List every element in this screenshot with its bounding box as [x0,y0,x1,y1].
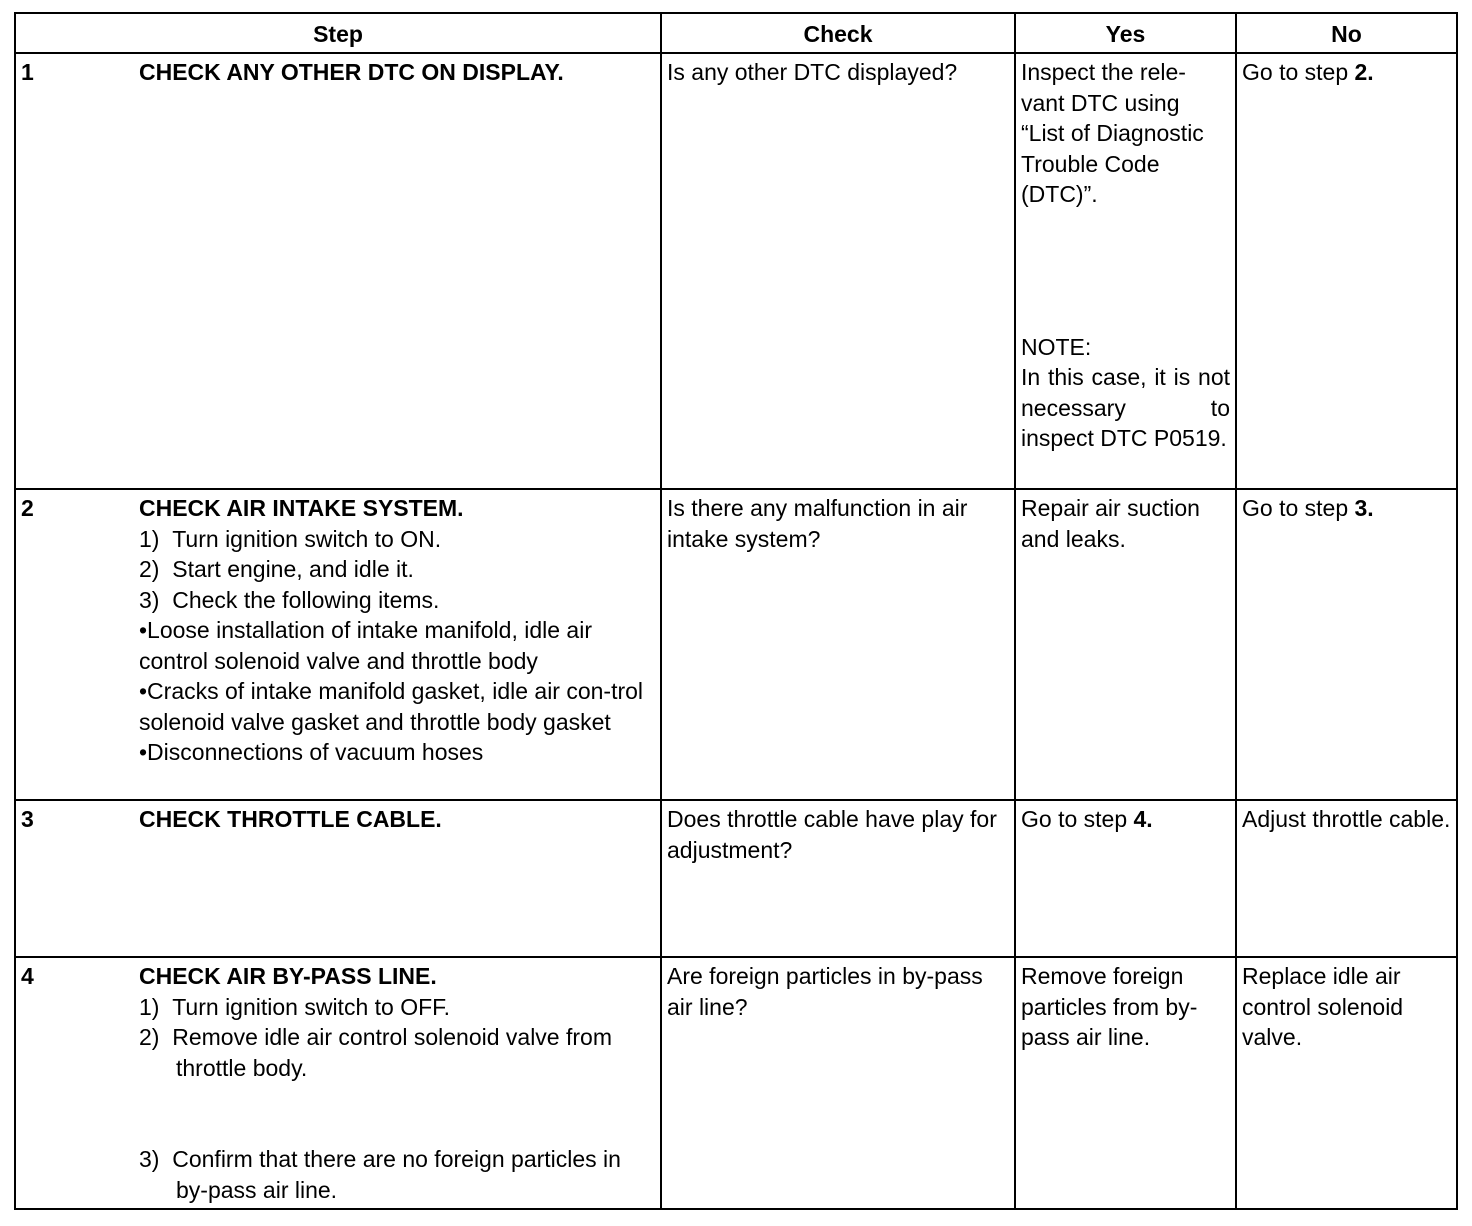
header-no: No [1236,13,1457,53]
no-cell [1236,800,1457,957]
yes-line: “List of Diagnostic [1021,120,1204,146]
bullet-item: •Cracks of intake manifold gasket, idle air con-trol solenoid valve gasket and throttle body gasket [139,678,644,735]
check-text: Is any other DTC displayed? [667,59,958,85]
substep-text: Confirm that there are no foreign particles in by-pass air line. [172,1146,621,1203]
step-title: CHECK AIR BY-PASS LINE. [139,963,437,989]
bullet-item: •Disconnections of vacuum hoses [139,739,484,765]
step-title: CHECK AIR INTAKE SYSTEM. [139,495,464,521]
yes-line: (DTC)”. [1021,181,1098,207]
bullet-item: •Loose installation of intake manifold, idle air control solenoid valve and throttle body [139,617,592,674]
substep-number: 2) [139,1024,160,1050]
no-cell [1236,957,1457,1209]
substep-number: 1) [139,993,160,1020]
step-cell [15,489,661,800]
check-text: Does throttle cable have play for adjustment? [667,806,997,863]
diagnostic-table [14,12,1458,1210]
table-row [15,957,1457,1209]
yes-line: vant DTC using [1021,89,1180,116]
step-title: CHECK THROTTLE CABLE. [139,806,442,832]
header-step: Step [15,13,661,53]
no-prefix: Go to step [1242,59,1349,85]
substep [139,554,655,585]
yes-cell [1015,800,1236,957]
yes-text: Repair air suction and leaks. [1021,495,1200,552]
yes-cell [1015,53,1236,489]
substep-text: Turn ignition switch to ON. [172,525,442,552]
note-text: In this case, it is not necessary to inspect DTC P0519. [1021,364,1230,451]
yes-cell [1015,489,1236,800]
substep [139,585,655,616]
step-cell [15,53,661,489]
substep-text: Remove idle air control solenoid valve from throttle body. [172,1024,612,1081]
table-row [15,53,1457,489]
substep [139,1144,655,1205]
check-cell [661,800,1015,957]
step-cell [15,957,661,1209]
header-check: Check [661,13,1015,53]
step-title: CHECK ANY OTHER DTC ON DISPLAY. [139,59,564,85]
spacer [139,1083,655,1144]
substep [139,992,655,1023]
substep-number: 3) [139,1146,160,1172]
no-text: Adjust throttle cable. [1242,806,1451,832]
table-header-row [15,13,1457,53]
no-cell [1236,489,1457,800]
check-text: Are foreign particles in by-pass air line? [667,963,983,1020]
substep [139,1022,655,1083]
substep-number: 3) [139,586,160,613]
yes-line: Inspect the rele- [1021,59,1186,85]
yes-cell [1015,957,1236,1209]
yes-text [1021,57,1230,210]
substep-number: 2) [139,556,160,582]
step-number: 4 [21,963,34,989]
no-step-ref: 3. [1354,495,1374,521]
step-number: 1 [21,59,34,85]
no-cell [1236,53,1457,489]
yes-step-ref: 4. [1133,806,1153,832]
yes-line: Trouble Code [1021,150,1160,177]
check-cell [661,489,1015,800]
check-cell [661,957,1015,1209]
substep-text: Turn ignition switch to OFF. [172,993,451,1020]
note-block [1021,332,1230,454]
yes-prefix: Go to step [1021,806,1128,832]
step-number: 2 [21,495,34,521]
no-step-ref: 2. [1354,59,1374,85]
substep [139,524,655,555]
yes-text: Remove foreign particles from by-pass air line. [1021,963,1198,1050]
table-row [15,489,1457,800]
substep-text: Check the following items. [172,586,440,613]
no-text: Replace idle air control solenoid valve. [1242,963,1404,1050]
check-cell [661,53,1015,489]
substep-number: 1) [139,525,160,552]
substep-text: Start engine, and idle it. [172,556,414,582]
check-text: Is there any malfunction in air intake system? [667,495,968,552]
table-row [15,800,1457,957]
step-cell [15,800,661,957]
note-label: NOTE: [1021,333,1092,360]
step-number: 3 [21,806,34,832]
header-yes: Yes [1015,13,1236,53]
no-prefix: Go to step [1242,495,1349,521]
